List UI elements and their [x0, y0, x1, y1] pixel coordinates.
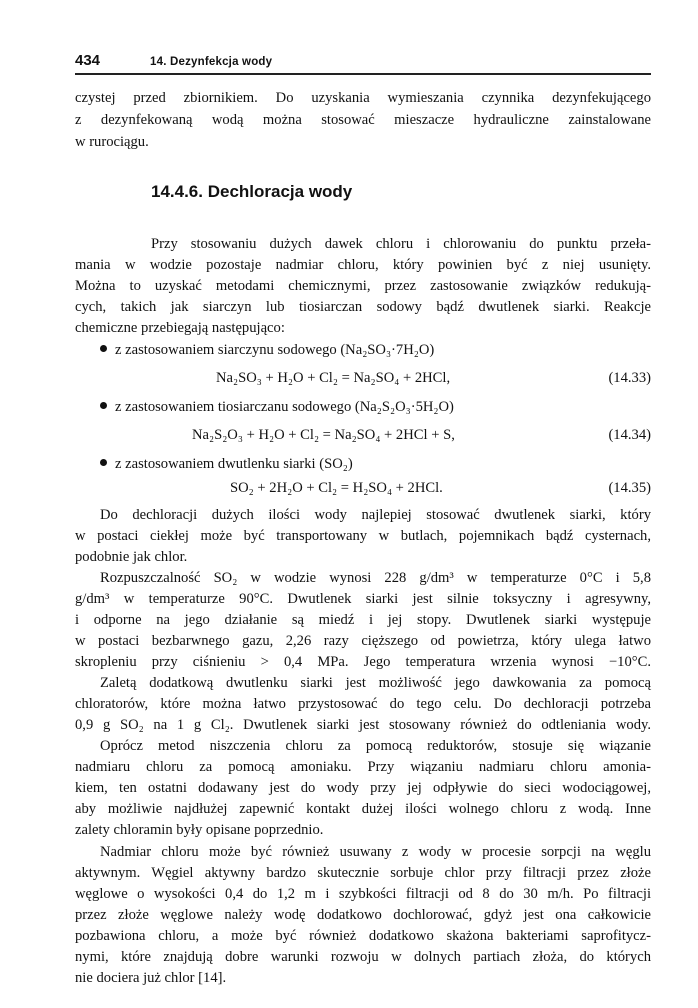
bullet-item: [100, 340, 434, 360]
running-header-title: 14. Dezynfekcja wody: [150, 56, 273, 68]
text-line: nymi, które znajdują dobre warunki rozwoju w dolnych partiach złoża, do których: [75, 949, 651, 965]
text-line: Do dechloracji dużych ilości wody najlepiej stosować dwutlenek siarki, który: [100, 507, 651, 523]
bullet-text: z zastosowaniem tiosiarczanu sodowego (Na₂S₂O₃·5H₂O): [115, 399, 454, 415]
text-line: g/dm³ w temperaturze 90°C. Dwutlenek siarki jest silnie toksyczny i agresywny,: [75, 591, 651, 607]
text-line: w postaci ciekłej może być transportowany w butlach, pojemnikach bądź cysternach,: [75, 528, 651, 544]
text-line: węglowe o wysokości 0,4 do 1,2 m i szybkości filtracji od 8 do 30 m/h. Po filtracji: [75, 886, 651, 902]
text-line: nie dociera już chlor [14].: [75, 970, 227, 986]
text-line: czystej przed zbiornikiem. Do uzyskania wymieszania czynnika dezynfekującego: [75, 90, 651, 106]
text-line: Nadmiar chloru może być również usuwany z wody w procesie sorpcji na węglu: [100, 844, 651, 860]
text-line: i odporne na jego działanie są miedź i jej stopy. Dwutlenek siarki występuje: [75, 612, 651, 628]
text-line: aby możliwie najdłużej zapewnić kontakt dużej ilości wolnego chloru z wodą. Inne: [75, 801, 651, 817]
equation: Na₂SO₃ + H₂O + Cl₂ = Na₂SO₄ + 2HCl,: [216, 370, 451, 386]
bullet-icon: [100, 345, 107, 352]
text-line: 0,9 g SO₂ na 1 g Cl₂. Dwutlenek siarki jest stosowany również do odtleniania wody.: [75, 717, 651, 733]
text-line: mania w wodzie pozostaje nadmiar chloru, który powinien być z niej usunięty.: [75, 257, 651, 273]
page-number: 434: [75, 52, 101, 69]
text-line: Przy stosowaniu dużych dawek chloru i chlorowaniu do punktu przeła-: [151, 236, 651, 252]
bullet-icon: [100, 459, 107, 466]
bullet-text: z zastosowaniem dwutlenku siarki (SO₂): [115, 456, 353, 472]
text-line: aktywnym. Węgiel aktywny bardzo skutecznie sorbuje chlor przy filtracji przez złoże: [75, 865, 651, 881]
bullet-text: z zastosowaniem siarczynu sodowego (Na₂SO₃·7H₂O): [115, 342, 435, 358]
text-line: podobnie jak chlor.: [75, 549, 188, 565]
section-heading: 14.4.6. Dechloracja wody: [151, 182, 353, 201]
text-line: chemiczne przebiegają następująco:: [75, 320, 285, 336]
text-line: Rozpuszczalność SO₂ w wodzie wynosi 228 g/dm³ w temperaturze 0°C i 5,8: [100, 570, 651, 586]
text-line: w postaci bezbarwnego gazu, 2,26 razy cięższego od powietrza, który ulega łatwo: [75, 633, 651, 649]
text-line: skropleniu przy ciśnieniu > 0,4 MPa. Jego temperatura wrzenia wynosi −10°C.: [75, 654, 651, 670]
text-line: przez złoże węglowe należy wodę dodatkowo dochlorować, gdyż jest ona całkowicie: [75, 907, 651, 923]
equation: SO₂ + 2H₂O + Cl₂ = H₂SO₄ + 2HCl.: [230, 480, 443, 496]
text-line: cych, takich jak siarczyn lub tiosiarczan sodowy bądź dwutlenek siarki. Reakcje: [75, 299, 651, 315]
text-line: chloratorów, które można łatwo przystosować do tego celu. Do dechloracji potrzeba: [75, 696, 651, 712]
equation-number: (14.35): [608, 480, 651, 496]
text-line: Można to uzyskać metodami chemicznymi, przez zastosowanie związków redukują-: [75, 278, 651, 294]
text-line: Zaletą dodatkową dwutlenku siarki jest możliwość jego dawkowania za pomocą: [100, 675, 651, 691]
text-line: nadmiaru chloru za pomocą amoniaku. Przy wiązaniu nadmiaru chloru amonia-: [75, 759, 651, 775]
text-line: z dezynfekowaną wodą można stosować mieszacze hydrauliczne zainstalowane: [75, 112, 651, 128]
equation-number: (14.34): [608, 427, 651, 443]
text-line: kiem, ten ostatni dodawany jest do wody przy jej odpływie do sieci wodociągowej,: [75, 780, 651, 796]
text-line: Oprócz metod niszczenia chloru za pomocą reduktorów, stosuje się wiązanie: [100, 738, 651, 754]
equation-number: (14.33): [608, 370, 651, 386]
text-line: w rurociągu.: [75, 134, 149, 150]
equation: Na₂S₂O₃ + H₂O + Cl₂ = Na₂SO₄ + 2HCl + S,: [192, 427, 455, 443]
bullet-item: [100, 397, 454, 417]
text-line: pozbawiona chloru, a może być również dodatkowo skażona bakteriami saprofitycz-: [75, 928, 651, 944]
header-rule: [75, 73, 651, 75]
bullet-icon: [100, 402, 107, 409]
bullet-item: [100, 454, 353, 474]
text-line: zalety chloramin były opisane poprzednio.: [75, 822, 324, 838]
